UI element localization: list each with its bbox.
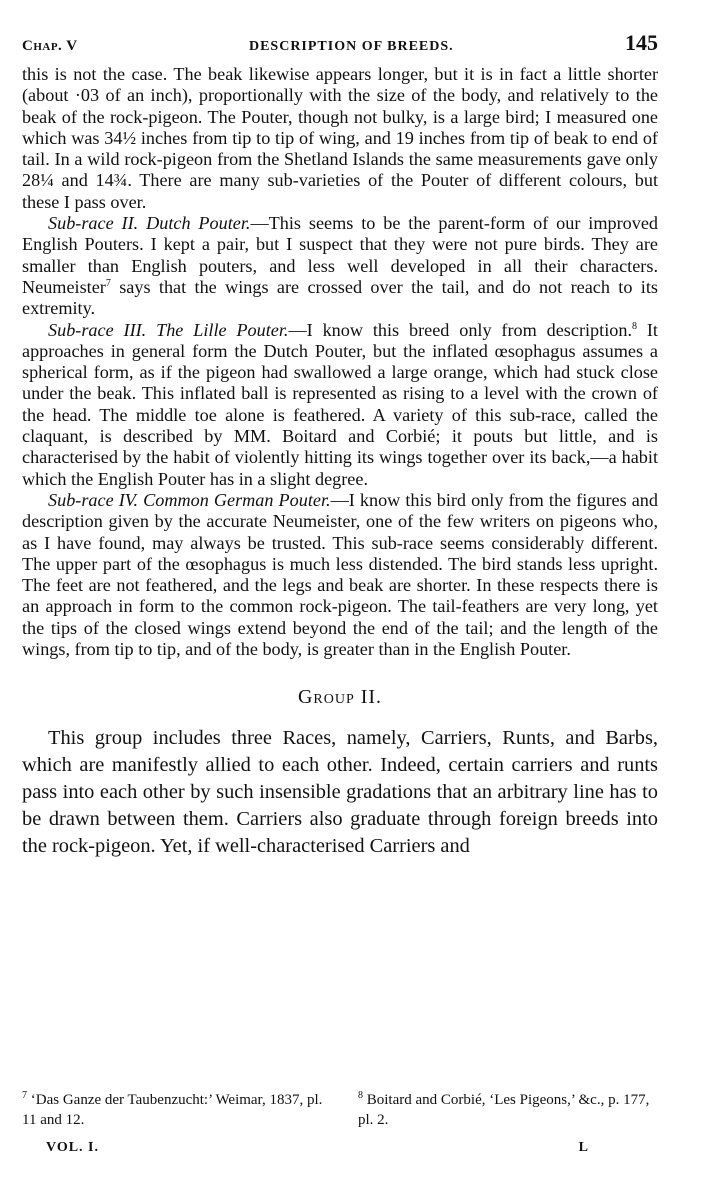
footnote-text: Boitard and Corbié, ‘Les Pigeons,’ &c., p. 177, pl. 2. <box>358 1092 650 1128</box>
subrace-label: Sub-race IV. Common German Pouter. <box>48 489 331 510</box>
footnotes <box>22 1090 658 1130</box>
chapter-label: Chap. V <box>22 38 78 54</box>
subrace-label: Sub-race III. <box>48 319 147 340</box>
paragraph-german-pouter <box>22 490 658 660</box>
signature-mark: L <box>578 1140 588 1155</box>
volume-label: VOL. I. <box>46 1140 100 1155</box>
page <box>22 30 658 860</box>
section-heading: Group II. <box>297 686 383 709</box>
footnote-8 <box>358 1090 658 1130</box>
subrace-title: The Lille Pouter. <box>156 319 289 340</box>
running-title: DESCRIPTION OF BREEDS. <box>248 39 454 54</box>
paragraph-text: says that the wings are crossed over the tail, and do not reach to its extremity. <box>22 276 658 319</box>
subrace-label: Sub-race II. Dutch Pouter. <box>48 213 251 234</box>
page-footer <box>22 1140 658 1156</box>
footnote-text: ‘Das Ganze der Taubenzucht:’ Weimar, 1837, pl. 11 and 12. <box>22 1092 323 1128</box>
paragraph-text: —This seems to be the parent-form of our improved English Pouters. I kept a pair, but I suspect that they were not pure birds. They are smaller than English pouters, and less well developed in all their characters. Neumeister <box>22 213 658 297</box>
group-body-text <box>22 725 658 860</box>
footnote-ref: 8 <box>632 320 637 332</box>
page-number: 145 <box>625 30 658 55</box>
footnote-7 <box>22 1090 332 1130</box>
paragraph-text: It approaches in general form the Dutch Pouter, but the inflated œsophagus assumes a spherical form, as if the pigeon had swallowed a large orange, which had stuck close under the beak. This inflated ball is represented as rising to a level with the crown of the head. The middle toe alone is feathered. A variety of this sub-race, called the claquant, is described by MM. Boitard and Corbié; it pouts but little, and is characterised by the habit of violently hitting its wings together over its back,—a habit which the English Pouter has in a slight degree. <box>22 319 658 489</box>
footnote-mark: 7 <box>22 1090 27 1101</box>
paragraph-dutch-pouter <box>22 213 658 319</box>
body-text <box>22 64 658 660</box>
paragraph-group-two: This group includes three Races, namely, Carriers, Runts, and Barbs, which are manifestly allied to each other. Indeed, certain carriers and runts pass into each other by such insensible gradations that an arbitrary line has to be drawn between them. Carriers also graduate through foreign breeds into the rock-pigeon. Yet, if well-characterised Carriers and <box>22 727 658 858</box>
running-header <box>22 30 658 64</box>
footnote-mark: 8 <box>358 1090 363 1101</box>
footnote-ref: 7 <box>105 277 111 289</box>
paragraph-lille-pouter <box>22 320 658 490</box>
paragraph-text: —I know this breed only from description. <box>288 319 632 340</box>
paragraph-pouter-measurements: this is not the case. The beak likewise appears longer, but it is in fact a little shorter (about ·03 of an inch), proportionally with the size of the body, and relatively to the beak of the rock-pigeon. The Pouter, though not bulky, is a large bird; I measured one which was 34½ inches from tip to tip of wing, and 19 inches from tip of beak to end of tail. In a wild rock-pigeon from the Shetland Islands the same measurements gave only 28¼ and 14¾. There are many sub-varieties of the Pouter of different colours, but these I pass over. <box>22 64 658 212</box>
paragraph-text: —I know this bird only from the figures and description given by the accurate Neumeister, one of the few writers on pigeons who, as I have found, may always be trusted. This sub-race seems considerably different. The upper part of the œsophagus is much less distended. The bird stands less upright. The feet are not feathered, and the legs and beak are shorter. In these respects there is an approach in form to the common rock-pigeon. The tail-feathers are very long, yet the tips of the closed wings extend beyond the end of the tail; and the length of the wings, from tip to tip, and of the body, is greater than in the English Pouter. <box>22 489 658 660</box>
